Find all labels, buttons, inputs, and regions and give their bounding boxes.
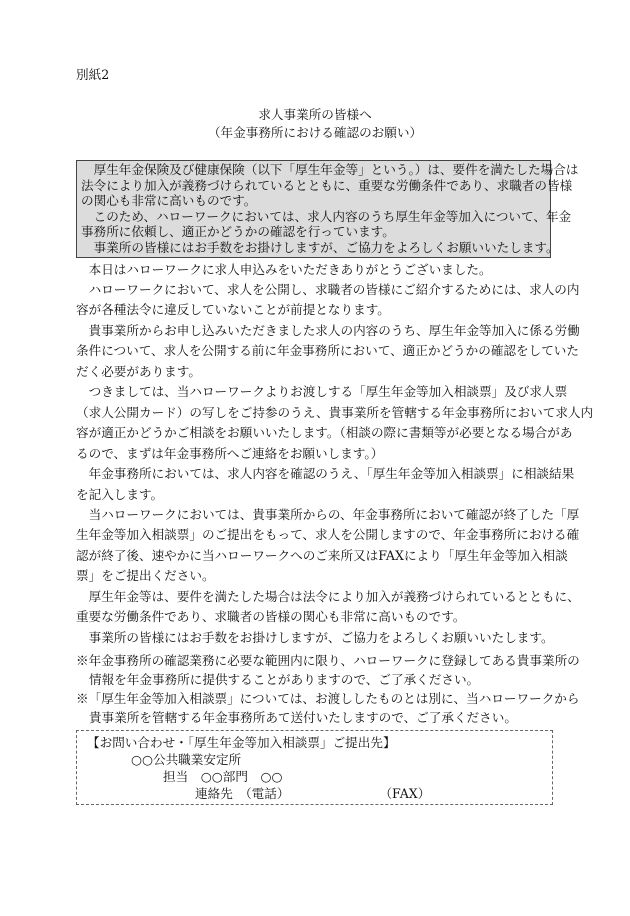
- body-line: 生年金等加入相談票」のご提出をもって、求人を公開しますので、年金事務所における確: [76, 527, 580, 543]
- body-line: （求人公開カード）の写しをご持参のうえ、貴事業所を管轄する年金事務所において求人内: [76, 404, 594, 420]
- body-line: 年金事務所においては、求人内容を確認のうえ、「厚生年金等加入相談票」に相談結果: [76, 466, 575, 482]
- body-line: 厚生年金等は、要件を満たした場合は法令により加入が義務づけられているとともに、: [76, 588, 580, 604]
- body-line: 認が終了後、速やかに当ハローワークへのご来所又はFAXにより「厚生年金等加入相談: [76, 547, 568, 563]
- notice-box: [76, 160, 579, 258]
- contact-phone-fax: [87, 785, 552, 802]
- contact-box: [76, 730, 553, 805]
- note-line: 情報を年金事務所に提供することがありますので、ご了承ください。: [89, 672, 480, 688]
- body-line: 貴事業所からお申し込みいただきました求人の内容のうち、厚生年金等加入に係る労働: [76, 322, 580, 338]
- notice-line: このため、ハローワークにおいては、求人内容のうち厚生年金等加入について、年金: [81, 208, 572, 224]
- body-line: 当ハローワークにおいては、貴事業所からの、年金事務所において確認が終了した「厚: [76, 507, 580, 522]
- contact-person: 担当 ○○部門 ○○: [163, 769, 283, 785]
- body-line: 本日はハローワークに求人申込みをいただきありがとうございました。: [76, 261, 492, 277]
- body-line: ハローワークにおいて、求人を公開し、求職者の皆様にご紹介するためには、求人の内: [76, 282, 580, 298]
- contact-heading: 【お問い合わせ・「厚生年金等加入相談票」ご提出先】: [87, 735, 396, 751]
- body-line: だく必要があります。: [76, 363, 201, 379]
- body-text: [76, 260, 594, 649]
- body-line: るので、まずは年金事務所へご連絡をお願いします。）: [76, 445, 384, 461]
- body-line: を記入します。: [76, 486, 164, 502]
- notice-line: 事業所の皆様にはお手数をお掛けしますが、ご協力をよろしくお願いいたします。: [81, 239, 559, 255]
- body-line: つきましては、当ハローワークよりお渡しする「厚生年金等加入相談票」及び求人票: [76, 384, 568, 400]
- document-title: [0, 106, 630, 142]
- note-line: ※年金事務所の確認業務に必要な範囲内に限り、ハローワークに登録してある貴事業所の: [76, 653, 580, 669]
- contact-office: ○○公共職業安定所: [131, 752, 242, 768]
- notes: [76, 651, 580, 727]
- body-line: 容が各種法令に違反していないことが前提となります。: [76, 302, 390, 318]
- notice-line: 事務所に依頼し、適正かどうかの確認を行っています。: [81, 224, 395, 240]
- body-line: 条件について、求人を公開する前に年金事務所において、適正かどうかの確認をしていた: [76, 343, 579, 359]
- body-line: 票」をご提出ください。: [76, 568, 215, 584]
- attachment-label: 別紙2: [76, 67, 110, 82]
- contact-phone-label: 連絡先 （電話）: [195, 786, 290, 802]
- body-line: 事業所の皆様にはお手数をお掛けしますが、ご協力をよろしくお願いいたします。: [76, 629, 554, 645]
- title-line: 求人事業所の皆様へ: [258, 107, 372, 122]
- notice-line: の関心も非常に高いものです。: [81, 193, 257, 209]
- body-line: 容が適正かどうかご相談をお願いいたします。（相談の際に書類等が必要となる場合があ: [76, 425, 573, 441]
- note-line: ※「厚生年金等加入相談票」については、お渡ししたものとは別に、当ハローワークから: [76, 691, 580, 707]
- notice-line: 法令により加入が義務づけられているとともに、重要な労働条件であり、求職者の皆様: [81, 177, 573, 193]
- contact-fax-label: （FAX）: [379, 786, 431, 802]
- notice-line: 厚生年金保険及び健康保険（以下「厚生年金等」という。）は、要件を満たした場合は: [81, 162, 579, 177]
- note-line: 貴事業所を管轄する年金事務所あて送付いたしますので、ご了承ください。: [89, 710, 517, 726]
- body-line: 重要な労働条件であり、求職者の皆様の関心も非常に高いものです。: [76, 609, 466, 625]
- subtitle-line: （年金事務所における確認のお願い）: [207, 125, 423, 140]
